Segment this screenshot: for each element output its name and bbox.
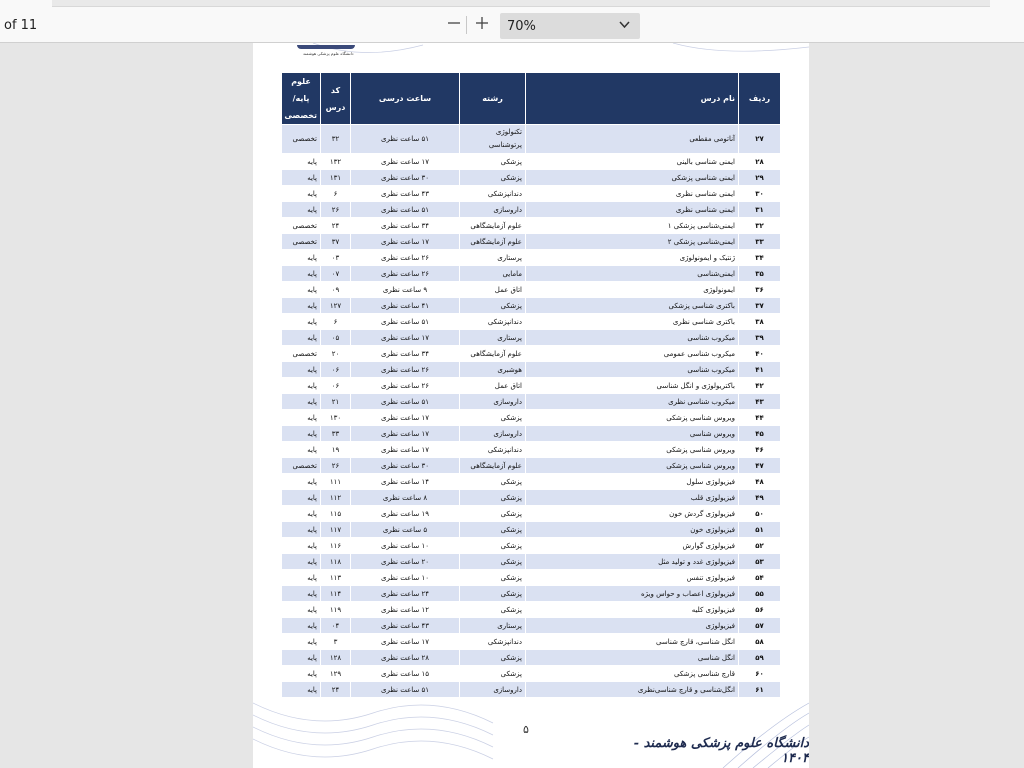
cell-course-code: ۲۴ [321, 682, 351, 698]
cell-course-name: فیزیولوژی [526, 618, 739, 634]
cell-hours: ۱۷ ساعت نظری [351, 426, 460, 442]
cell-course-type: پایه [282, 298, 321, 314]
cell-field: پزشکی [460, 570, 526, 586]
cell-course-code: ۰۵ [321, 330, 351, 346]
cell-course-type: پایه [282, 394, 321, 410]
cell-hours: ۱۷ ساعت نظری [351, 634, 460, 650]
cell-hours: ۱۰ ساعت نظری [351, 538, 460, 554]
header-type: علوم پایه/ تخصصی [282, 73, 321, 125]
cell-hours: ۱۲ ساعت نظری [351, 602, 460, 618]
cell-course-name: قارچ شناسی پزشکی [526, 666, 739, 682]
cell-hours: ۴۱ ساعت نظری [351, 298, 460, 314]
zoom-value: 70% [507, 19, 536, 34]
cell-field: دندانپزشکی [460, 442, 526, 458]
footer-title: دانشگاه علوم پزشکی هوشمند - ۱۴۰۴ [633, 736, 809, 766]
cell-row-number: ۲۸ [739, 154, 781, 170]
cell-hours: ۸ ساعت نظری [351, 490, 460, 506]
cell-row-number: ۵۶ [739, 602, 781, 618]
cell-row-number: ۵۸ [739, 634, 781, 650]
cell-course-code: ۱۹ [321, 442, 351, 458]
cell-hours: ۲۶ ساعت نظری [351, 266, 460, 282]
cell-course-name: ویروس شناسی پزشکی [526, 442, 739, 458]
cell-row-number: ۵۴ [739, 570, 781, 586]
table-row [282, 538, 781, 554]
cell-row-number: ۳۷ [739, 298, 781, 314]
table-header-row [282, 73, 781, 125]
cell-course-code: ۳۲ [321, 125, 351, 154]
cell-row-number: ۳۲ [739, 218, 781, 234]
cell-row-number: ۳۴ [739, 250, 781, 266]
cell-row-number: ۳۶ [739, 282, 781, 298]
cell-course-name: ایمنی‌شناسی پزشکی ۲ [526, 234, 739, 250]
cell-field: پزشکی [460, 538, 526, 554]
cell-course-name: ایمونولوژی [526, 282, 739, 298]
cell-course-code: ۰۴ [321, 618, 351, 634]
cell-hours: ۵۱ ساعت نظری [351, 394, 460, 410]
cell-hours: ۲۰ ساعت نظری [351, 554, 460, 570]
plus-icon [475, 16, 489, 30]
table-row [282, 298, 781, 314]
cell-course-code: ۱۱۱ [321, 474, 351, 490]
cell-course-name: ایمنی شناسی بالینی [526, 154, 739, 170]
cell-course-name: فیزیولوژی سلول [526, 474, 739, 490]
cell-hours: ۵ ساعت نظری [351, 522, 460, 538]
cell-field: پزشکی [460, 154, 526, 170]
cell-course-name: ایمنی شناسی نظری [526, 186, 739, 202]
cell-field: داروسازی [460, 682, 526, 698]
cell-course-code: ۱۳۱ [321, 170, 351, 186]
cell-hours: ۳۴ ساعت نظری [351, 346, 460, 362]
cell-course-type: پایه [282, 474, 321, 490]
cell-course-type: پایه [282, 442, 321, 458]
cell-row-number: ۳۸ [739, 314, 781, 330]
table-row [282, 474, 781, 490]
cell-hours: ۲۶ ساعت نظری [351, 250, 460, 266]
cell-course-name: فیزیولوژی خون [526, 522, 739, 538]
cell-course-code: ۰۶ [321, 362, 351, 378]
cell-course-name: باکتریولوژی و انگل شناسی [526, 378, 739, 394]
cell-course-code: ۲۰ [321, 346, 351, 362]
cell-row-number: ۴۹ [739, 490, 781, 506]
cell-hours: ۲۶ ساعت نظری [351, 378, 460, 394]
cell-course-name: ایمنی‌شناسی [526, 266, 739, 282]
cell-course-type: تخصصی [282, 125, 321, 154]
cell-course-name: باکتری شناسی پزشکی [526, 298, 739, 314]
cell-course-type: پایه [282, 282, 321, 298]
header-code: کد درس [321, 73, 351, 125]
cell-row-number: ۴۳ [739, 394, 781, 410]
cell-field: داروسازی [460, 394, 526, 410]
cell-field: پزشکی [460, 586, 526, 602]
cell-course-type: تخصصی [282, 346, 321, 362]
cell-course-name: میکروب شناسی [526, 362, 739, 378]
cell-course-type: پایه [282, 490, 321, 506]
cell-course-type: پایه [282, 362, 321, 378]
cell-course-name: فیزیولوژی غدد و تولید مثل [526, 554, 739, 570]
cell-course-type: پایه [282, 538, 321, 554]
table-row [282, 282, 781, 298]
cell-course-code: ۱۱۷ [321, 522, 351, 538]
cell-course-name: انگل‌شناسی و قارچ شناسی‌نظری [526, 682, 739, 698]
cell-course-code: ۲۴ [321, 218, 351, 234]
cell-row-number: ۴۵ [739, 426, 781, 442]
cell-course-type: پایه [282, 634, 321, 650]
cell-field: پزشکی [460, 410, 526, 426]
cell-course-type: پایه [282, 666, 321, 682]
table-row [282, 458, 781, 474]
cell-course-type: پایه [282, 410, 321, 426]
cell-course-code: ۲۱ [321, 394, 351, 410]
cell-row-number: ۳۵ [739, 266, 781, 282]
cell-row-number: ۳۳ [739, 234, 781, 250]
cell-course-code: ۱۱۹ [321, 602, 351, 618]
cell-course-type: پایه [282, 618, 321, 634]
cell-row-number: ۴۲ [739, 378, 781, 394]
cell-hours: ۵۱ ساعت نظری [351, 202, 460, 218]
table-row [282, 186, 781, 202]
cell-course-type: پایه [282, 650, 321, 666]
courses-table [281, 72, 781, 698]
table-row [282, 346, 781, 362]
pdf-page [253, 43, 809, 768]
cell-field: پزشکی [460, 298, 526, 314]
table-row [282, 634, 781, 650]
table-row [282, 442, 781, 458]
cell-hours: ۱۹ ساعت نظری [351, 506, 460, 522]
cell-course-name: انگل شناسی، قارچ شناسی [526, 634, 739, 650]
cell-course-name: انگل شناسی [526, 650, 739, 666]
cell-hours: ۱۴ ساعت نظری [351, 474, 460, 490]
cell-row-number: ۲۹ [739, 170, 781, 186]
cell-course-type: پایه [282, 170, 321, 186]
cell-course-name: ویروس شناسی [526, 426, 739, 442]
pdf-toolbar [0, 0, 1024, 43]
cell-row-number: ۵۰ [739, 506, 781, 522]
cell-course-name: ویروس شناسی پزشکی [526, 458, 739, 474]
header-hours: ساعت درسی [351, 73, 460, 125]
cell-course-type: پایه [282, 506, 321, 522]
cell-field: مامایی [460, 266, 526, 282]
table-row [282, 426, 781, 442]
table-row [282, 618, 781, 634]
cell-field: علوم آزمایشگاهی [460, 346, 526, 362]
cell-hours: ۴۳ ساعت نظری [351, 618, 460, 634]
cell-field: دندانپزشکی [460, 634, 526, 650]
cell-course-code: ۱۲۹ [321, 666, 351, 682]
cell-course-type: پایه [282, 682, 321, 698]
cell-course-code: ۱۲۷ [321, 298, 351, 314]
table-row [282, 218, 781, 234]
cell-hours: ۱۷ ساعت نظری [351, 442, 460, 458]
cell-row-number: ۶۰ [739, 666, 781, 682]
cell-course-type: پایه [282, 266, 321, 282]
cell-row-number: ۴۱ [739, 362, 781, 378]
cell-course-code: ۱۲۸ [321, 650, 351, 666]
cell-row-number: ۳۰ [739, 186, 781, 202]
cell-field: علوم آزمایشگاهی [460, 234, 526, 250]
toolbar-separator [466, 16, 467, 34]
table-row [282, 506, 781, 522]
zoom-out-button[interactable] [443, 14, 465, 36]
cell-course-type: پایه [282, 602, 321, 618]
cell-course-type: پایه [282, 202, 321, 218]
cell-course-code: ۱۱۴ [321, 586, 351, 602]
cell-course-code: ۱۱۲ [321, 490, 351, 506]
cell-course-type: تخصصی [282, 458, 321, 474]
cell-course-code: ۱۱۸ [321, 554, 351, 570]
cell-field: پزشکی [460, 490, 526, 506]
cell-course-name: ایمنی شناسی نظری [526, 202, 739, 218]
cell-field: اتاق عمل [460, 282, 526, 298]
cell-course-name: ایمنی‌شناسی پزشکی ۱ [526, 218, 739, 234]
zoom-in-button[interactable] [471, 14, 493, 36]
cell-row-number: ۵۵ [739, 586, 781, 602]
cell-course-code: ۲۶ [321, 202, 351, 218]
cell-course-name: ویروس شناسی پزشکی [526, 410, 739, 426]
table-row [282, 154, 781, 170]
table-row [282, 266, 781, 282]
cell-course-code: ۰۹ [321, 282, 351, 298]
cell-course-type: پایه [282, 186, 321, 202]
cell-course-name: ژنتیک و ایمونولوژی [526, 250, 739, 266]
table-row [282, 650, 781, 666]
cell-row-number: ۵۷ [739, 618, 781, 634]
table-row [282, 362, 781, 378]
cell-course-code: ۶ [321, 314, 351, 330]
cell-course-code: ۰۷ [321, 266, 351, 282]
cell-hours: ۴۳ ساعت نظری [351, 186, 460, 202]
cell-row-number: ۳۹ [739, 330, 781, 346]
table-row [282, 522, 781, 538]
cell-course-name: میکروب شناسی عمومی [526, 346, 739, 362]
cell-hours: ۹ ساعت نظری [351, 282, 460, 298]
cell-field: دندانپزشکی [460, 314, 526, 330]
cell-field: پزشکی [460, 522, 526, 538]
cell-course-name: فیزیولوژی تنفس [526, 570, 739, 586]
cell-field: پزشکی [460, 666, 526, 682]
table-row [282, 410, 781, 426]
table-row [282, 490, 781, 506]
cell-course-type: پایه [282, 570, 321, 586]
chevron-down-icon [619, 21, 630, 29]
cell-course-type: پایه [282, 554, 321, 570]
table-row [282, 570, 781, 586]
university-logo [297, 45, 355, 59]
cell-course-name: ایمنی شناسی پزشکی [526, 170, 739, 186]
cell-row-number: ۵۲ [739, 538, 781, 554]
cell-hours: ۱۷ ساعت نظری [351, 330, 460, 346]
cell-course-code: ۲۶ [321, 458, 351, 474]
cell-field: پزشکی [460, 474, 526, 490]
cell-hours: ۲۸ ساعت نظری [351, 650, 460, 666]
cell-course-code: ۱۱۵ [321, 506, 351, 522]
cell-row-number: ۴۷ [739, 458, 781, 474]
cell-course-name: فیزیولوژی گردش خون [526, 506, 739, 522]
cell-field: پزشکی [460, 650, 526, 666]
header-course-name: نام درس [526, 73, 739, 125]
cell-row-number: ۶۱ [739, 682, 781, 698]
cell-field: اتاق عمل [460, 378, 526, 394]
cell-course-code: ۱۳۲ [321, 154, 351, 170]
cell-hours: ۵۱ ساعت نظری [351, 314, 460, 330]
cell-field: پزشکی [460, 506, 526, 522]
header-row-number: ردیف [739, 73, 781, 125]
cell-course-name: فیزیولوژی قلب [526, 490, 739, 506]
cell-field: داروسازی [460, 202, 526, 218]
cell-hours: ۱۷ ساعت نظری [351, 410, 460, 426]
table-row [282, 125, 781, 154]
cell-course-type: پایه [282, 586, 321, 602]
cell-row-number: ۵۹ [739, 650, 781, 666]
cell-field: داروسازی [460, 426, 526, 442]
cell-hours: ۵۱ ساعت نظری [351, 682, 460, 698]
table-row [282, 602, 781, 618]
cell-course-type: پایه [282, 522, 321, 538]
table-row [282, 666, 781, 682]
cell-course-type: پایه [282, 426, 321, 442]
table-row [282, 554, 781, 570]
cell-field: علوم آزمایشگاهی [460, 218, 526, 234]
cell-course-type: پایه [282, 314, 321, 330]
table-row [282, 330, 781, 346]
cell-course-name: میکروب شناسی [526, 330, 739, 346]
cell-hours: ۱۰ ساعت نظری [351, 570, 460, 586]
cell-field: پزشکی [460, 602, 526, 618]
table-row [282, 586, 781, 602]
cell-course-type: پایه [282, 154, 321, 170]
cell-row-number: ۴۸ [739, 474, 781, 490]
cell-course-name: فیزیولوژی اعصاب و حواس ویژه [526, 586, 739, 602]
cell-course-code: ۱۱۶ [321, 538, 351, 554]
header-field: رشته [460, 73, 526, 125]
cell-hours: ۱۷ ساعت نظری [351, 154, 460, 170]
cell-row-number: ۳۱ [739, 202, 781, 218]
cell-hours: ۱۵ ساعت نظری [351, 666, 460, 682]
zoom-select[interactable] [500, 13, 640, 39]
cell-course-code: ۳۷ [321, 234, 351, 250]
cell-course-code: ۱۱۳ [321, 570, 351, 586]
table-row [282, 250, 781, 266]
cell-course-type: پایه [282, 250, 321, 266]
logo-text: دانشگاه علوم پزشکی هوشمند [303, 51, 354, 56]
page-count-label: of 11 [4, 18, 38, 33]
cell-hours: ۱۷ ساعت نظری [351, 234, 460, 250]
minus-icon [447, 16, 461, 30]
cell-course-type: تخصصی [282, 218, 321, 234]
cell-course-name: باکتری شناسی نظری [526, 314, 739, 330]
cell-field: هوشبری [460, 362, 526, 378]
table-row [282, 234, 781, 250]
cell-field: تکنولوژی پرتوشناسی [460, 125, 526, 154]
cell-field: پزشکی [460, 170, 526, 186]
cell-course-name: فیزیولوژی کلیه [526, 602, 739, 618]
cell-row-number: ۴۶ [739, 442, 781, 458]
cell-course-name: میکروب شناسی نظری [526, 394, 739, 410]
table-row [282, 378, 781, 394]
cell-row-number: ۴۴ [739, 410, 781, 426]
cell-course-name: آناتومی مقطعی [526, 125, 739, 154]
cell-course-code: ۳۳ [321, 426, 351, 442]
table-row [282, 202, 781, 218]
page-number: ۵ [523, 723, 529, 736]
cell-hours: ۳۴ ساعت نظری [351, 218, 460, 234]
cell-hours: ۲۶ ساعت نظری [351, 362, 460, 378]
cell-field: پرستاری [460, 250, 526, 266]
cell-field: دندانپزشکی [460, 186, 526, 202]
toolbar-top-strip [52, 0, 990, 7]
cell-course-type: تخصصی [282, 234, 321, 250]
cell-field: پرستاری [460, 618, 526, 634]
cell-course-code: ۱۳۰ [321, 410, 351, 426]
cell-field: علوم آزمایشگاهی [460, 458, 526, 474]
cell-course-code: ۳ [321, 634, 351, 650]
cell-field: پرستاری [460, 330, 526, 346]
cell-hours: ۳۰ ساعت نظری [351, 458, 460, 474]
cell-course-code: ۰۶ [321, 378, 351, 394]
cell-hours: ۳۰ ساعت نظری [351, 170, 460, 186]
cell-field: پزشکی [460, 554, 526, 570]
cell-course-code: ۰۳ [321, 250, 351, 266]
cell-row-number: ۵۱ [739, 522, 781, 538]
cell-course-name: فیزیولوژی گوارش [526, 538, 739, 554]
cell-hours: ۵۱ ساعت نظری [351, 125, 460, 154]
cell-course-code: ۶ [321, 186, 351, 202]
table-row [282, 394, 781, 410]
table-row [282, 170, 781, 186]
cell-row-number: ۵۳ [739, 554, 781, 570]
logo-mark [297, 45, 355, 49]
cell-course-type: پایه [282, 330, 321, 346]
cell-row-number: ۴۰ [739, 346, 781, 362]
cell-row-number: ۲۷ [739, 125, 781, 154]
table-row [282, 314, 781, 330]
cell-hours: ۲۴ ساعت نظری [351, 586, 460, 602]
cell-course-type: پایه [282, 378, 321, 394]
